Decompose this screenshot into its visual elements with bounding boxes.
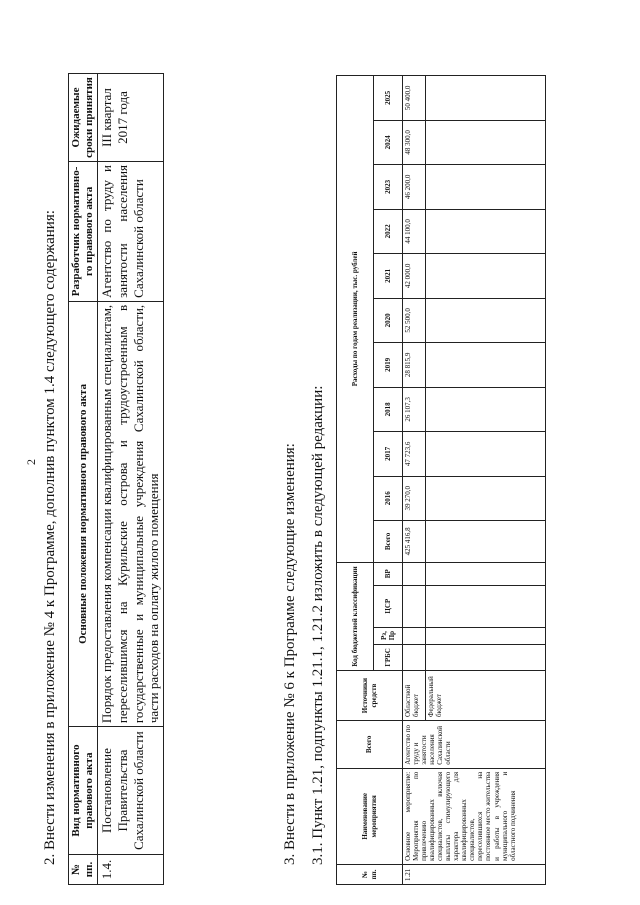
header-year: 2021 [374,254,403,298]
rotated-content [20,25,620,885]
header-year: 2017 [374,432,403,476]
cell-year-value: 39 270,0 [403,476,426,520]
header-year: 2018 [374,387,403,431]
cell-empty [426,562,546,585]
header-year: 2023 [374,165,403,209]
row-deadline: III квартал 2017 года [98,74,163,162]
cell-empty [426,432,546,476]
header-num: № пп. [69,855,98,885]
header-act-type: Вид нормативного правового акта [69,727,98,855]
cell-year-value: 47 723,6 [403,432,426,476]
table-row [98,74,163,885]
cell-year-value: 44 100,0 [403,209,426,253]
cell-empty [426,209,546,253]
header-event-name: Наименование мероприятия [337,768,403,864]
cell-empty [426,298,546,342]
section-3-1-heading: 3.1. Пункт 1.21, подпункты 1.21.1, 1.21.2 изложить в следующей редакции: [310,385,326,865]
page-number: 2 [24,459,38,465]
header-deadline: Ожидаемые сроки принятия [69,74,98,162]
header-expenses: Расходы по годам реализации, тыс. рублей [337,76,374,563]
header-sources: Источники средств [337,671,403,721]
header-year: 2024 [374,120,403,164]
cell-year-value: 50 400,0 [403,76,426,121]
cell-empty [426,476,546,520]
table-header-row [337,76,374,885]
cell-year-value: 48 300,0 [403,120,426,164]
row-num: 1.21 [403,864,546,884]
header-vr: ВР [374,562,403,585]
cell-empty [426,521,546,563]
cell-rz-pr [403,627,426,644]
header-year: 2025 [374,76,403,121]
table-header-row [69,74,98,885]
row-event-name: Основное мероприятие: Мероприятия по привлечению квалифицированных специалистов, включая выплаты стимулирующего характера для квалифицированных специалистов, переселившихся на постоянное место жительства и работы в учреждения муниципального и областного подчинения [403,768,546,864]
header-year: 2019 [374,343,403,387]
cell-csr [403,585,426,627]
header-main-provisions: Основные положения нормативного правового акта [69,301,98,726]
header-year: 2022 [374,209,403,253]
cell-year-value: 28 815,9 [403,343,426,387]
row-executor: Агентство по труду и занятости населения Сахалинской области [403,721,546,769]
header-year: 2020 [374,298,403,342]
row-source-regional: Областной бюджет [403,671,426,721]
section-3-heading: 3. Внести в приложение № 6 к Программе следующие изменения: [282,443,298,865]
header-budget-code: Код бюджетной классификации [337,562,374,670]
cell-empty [426,387,546,431]
row-main-provisions: Порядок предоставления компенсации квалифицированным специалистам, переселившимся на Курильские острова и трудоустроенным в государственные и муниципальные учреждения Сахалинской области, части расходов на оплату жилого помещения [98,301,163,726]
cell-empty [426,644,546,671]
header-grbs: ГРБС [374,644,403,671]
cell-grbs [403,644,426,671]
cell-year-value: 26 107,3 [403,387,426,431]
cell-year-value: 46 200,0 [403,165,426,209]
header-rz-pr: Рз, Пр [374,627,403,644]
cell-empty [426,76,546,121]
header-developer: Разработчик нормативно-го правового акта [69,161,98,301]
cell-year-value: 52 500,0 [403,298,426,342]
cell-year-value: 42 000,0 [403,254,426,298]
row-num: 1.4. [98,855,163,885]
table-row [403,76,426,885]
header-executor: Всего [337,721,403,769]
header-year: 2016 [374,476,403,520]
program-acts-table [68,73,164,885]
section-2-heading: 2. Внести изменения в приложение № 4 к Программе, дополнив пунктом 1.4 следующего содержания: [42,210,58,865]
cell-empty [426,585,546,627]
cell-empty [426,343,546,387]
header-total: Всего [374,521,403,563]
cell-empty [426,627,546,644]
row-source-federal: Федеральный бюджет [426,671,546,721]
cell-vr [403,562,426,585]
row-developer: Агентство по труду и занятости населения Сахалинской области [98,161,163,301]
cell-empty [426,254,546,298]
header-csr: ЦСР [374,585,403,627]
cell-total: 425 416,8 [403,521,426,563]
header-num: № пп. [337,864,403,884]
expenses-table [336,75,546,885]
row-act-type: Постановление Правительства Сахалинской области [98,727,163,855]
cell-empty [426,165,546,209]
cell-empty [426,120,546,164]
